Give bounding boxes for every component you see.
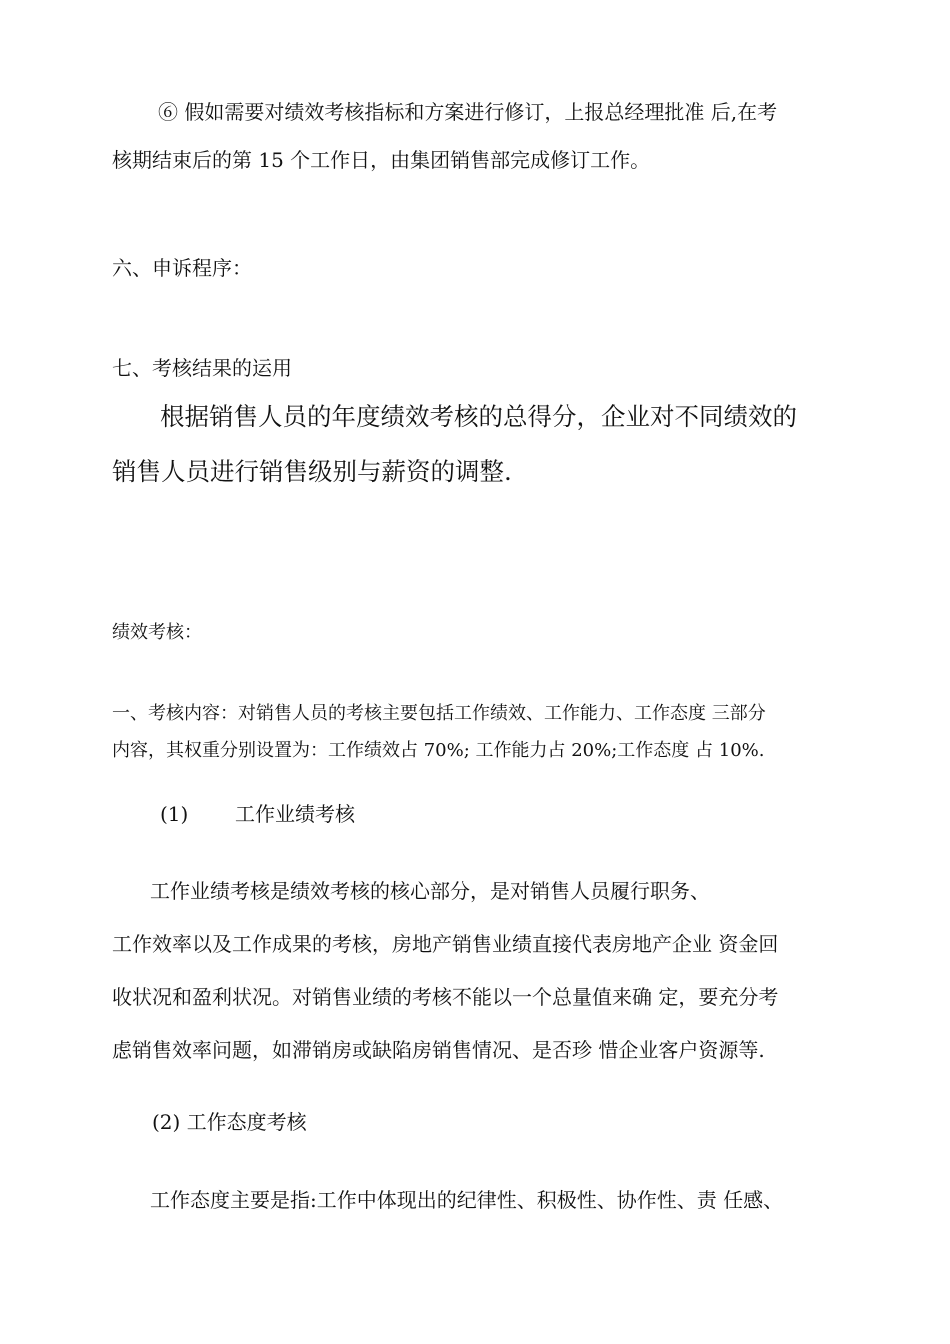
paragraph-line: 工作业绩考核是绩效考核的核心部分，是对销售人员履行职务、	[150, 879, 710, 903]
paragraph-line: 核期结束后的第 15 个工作日，由集团销售部完成修订工作。	[112, 148, 651, 172]
paragraph-line: 根据销售人员的年度绩效考核的总得分，企业对不同绩效的	[160, 402, 797, 431]
paragraph-line: 销售人员进行销售级别与薪资的调整.	[112, 457, 512, 486]
section-heading: 七、考核结果的运用	[112, 356, 292, 380]
paragraph-line: 内容，其权重分别设置为：工作绩效占 70%; 工作能力占 20%;工作态度 占 10%.	[112, 740, 765, 761]
paragraph-line: 虑销售效率问题，如滞销房或缺陷房销售情况、是否珍 惜企业客户资源等.	[112, 1038, 765, 1062]
subsection-heading: (2) 工作态度考核	[152, 1110, 307, 1134]
paragraph-line: 工作效率以及工作成果的考核，房地产销售业绩直接代表房地产企业 资金回	[112, 932, 779, 956]
paragraph-line: 工作态度主要是指:工作中体现出的纪律性、积极性、协作性、责 任感、	[150, 1188, 784, 1212]
section-heading: 绩效考核：	[112, 622, 202, 643]
subsection-number: (1)	[160, 802, 189, 826]
paragraph-line: 收状况和盈利状况。对销售业绩的考核不能以一个总量值来确 定，要充分考	[112, 985, 779, 1009]
section-heading: 六、申诉程序：	[112, 256, 252, 280]
paragraph-line: ⑥ 假如需要对绩效考核指标和方案进行修订，上报总经理批准 后,在考	[158, 100, 778, 124]
subsection-heading: 工作业绩考核	[235, 802, 355, 826]
paragraph-line: 一、考核内容：对销售人员的考核主要包括工作绩效、工作能力、工作态度 三部分	[112, 703, 766, 724]
